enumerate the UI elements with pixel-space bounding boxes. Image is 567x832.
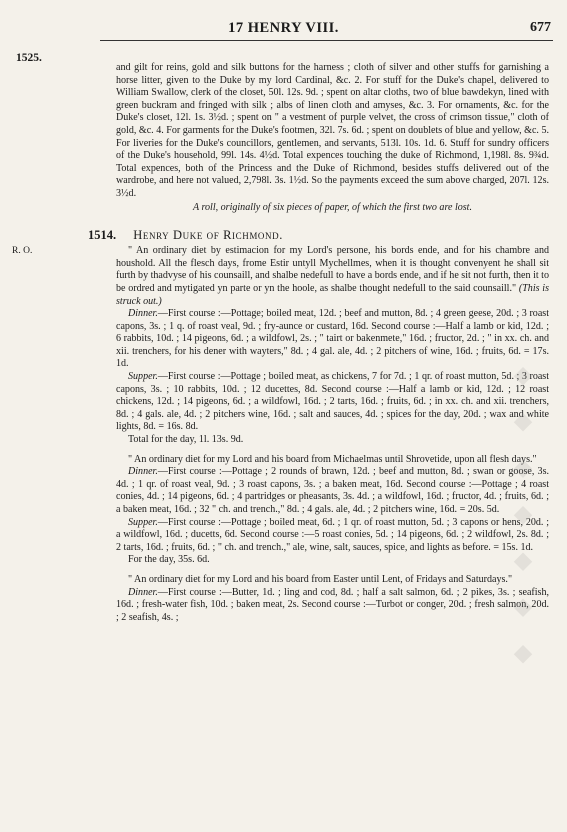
supper-1-text: —First course :—Pottage ; boiled meat, as chickens, 7 for 7d. ; 1 qr. of roast mutton, 5d. ; 3 roast capons, 3s. ; 10 rabbits, 10d. ; 12 ducettes, 8d. Second course :—Half a lamb or kid, 12d. ; 12 roast chickens, 12d. ; 14 pigeons, 6d. ; a wildfowl, 16d. ; 2 tarts, 16d. ; fruits, 6d. ; in xx. ch. and xii. trenchers, 8d. ; 4 gals. ale, 4d. ; 2 pitchers wine, 16d. ; salt and sauces, 4d. ; spices for the day, 20d. ; wax and white lights, 8d. = 16s. 8d. [116, 371, 549, 433]
section-title: Henry Duke of Richmond. [133, 228, 283, 243]
gap [116, 447, 549, 454]
margin-year: 1525. [16, 52, 42, 64]
dinner-2-label: Dinner. [128, 466, 158, 478]
entry-intro-text: " An ordinary diet by estimacion for my Lord's persone, his bords ende, and for his chambre and houshold. All the flesch days, frome Estir untyll Mychellmes, when it is thought convenyent he shall sit furth by thadvyse of his counsaill, and shalbe nedefull to have a bords ende, and if he sit not furth, then it to be ordred and mytigated yn parte or yn the hoole, as shalbe thought nedefull to the said counsaill." [116, 245, 549, 294]
dinner-1-text: —First course :—Pottage; boiled meat, 12d. ; beef and mutton, 8d. ; 4 green geese, 20d. ; 3 roast capons, 3s. ; 1 q. of roast veal, 9d. ; fry-aunce or custard, 16d. Second course :—Half a lamb or kid, 12d. ; 6 rabbits, 10d. ; 14 pigeons, 6d. ; a wildfowl, 2s. ; " tairt or bakenmete," 16d. ; fructor, 2d. ; " in xx. ch. and xii. trenchers, for his dener with wayters," 8d. ; 4 gal. ale, 4d. ; 2 pitchers of wine, 16d. ; fruits, 6d. = 17s. 1d. [116, 308, 549, 370]
entry-intro [116, 245, 549, 308]
header-rule [100, 40, 553, 41]
dinner-1 [116, 308, 549, 371]
supper-1 [116, 371, 549, 434]
intro-3: " An ordinary diet for my Lord and his board from Easter until Lent, of Fridays and Saturdays." [128, 573, 513, 585]
top-paragraph: and gilt for reins, gold and silk buttons for the harness ; cloth of silver and other stuffs for garnishing a horse litter, given to the Duke by my lord Cardinal, &c. 2. For stuff for the Duke's chapel, delivered to William Swallow, clerk of the closet, 50l. 12s. 9d. ; spent on altar cloths, two of blue bawdekyn, lined with green buckram and fringed with silk ; albs of linen cloth and amyses, &c. 3. For ornaments, &c. for the Duke's closet, 12l. 1s. 3½d. ; spent on " a vestment of purple velvet, the cross of crimson tissue," cloth of gold, &c. 4. For garments for the Duke's footmen, 32l. 7s. 6d. ; spent on doublets of blue and yellow, &c. 5. For liveries for the Duke's councillors, gentlemen, and servants, 513l. 10s. 1d. 6. Stuff for sundry officers of the Duke's household, 99l. 14s. 4½d. Total expences touching the duke of Richmond, 1,198l. 8s. 9¾d. Total expences, both of the Princess and the Duke of Richmond, besides stuffs delivered out of the wardrobe, and here not valued, 2,798l. 3s. 1½d. So the payments exceed the sum above charged, 207l. 12s. 3½d. [116, 62, 549, 199]
entry-intro-block [12, 245, 549, 308]
running-title: 17 HENRY VIII. [228, 20, 339, 36]
intro-2: " An ordinary diet for my Lord and his board from Michaelmas until Shrovetide, upon all flesh days." [128, 453, 537, 465]
dinner-3-text: —First course :—Butter, 1d. ; ling and cod, 8d. ; half a salt salmon, 6d. ; 2 pikes, 3s. ; seafish, 16d. ; fresh-water fish, 10d. ; baken meat, 2s. Second course :—Turbot or conger, 20d. ; fresh salmon, 20d. ; 2 seafish, 4s. ; [116, 586, 549, 623]
gap [116, 567, 549, 574]
section-number: 1514. [88, 228, 117, 243]
supper-2-label: Supper. [128, 516, 158, 528]
page-number: 677 [530, 20, 551, 35]
supper-2-text: —First course :—Pottage ; boiled meat, 6d. ; 1 qr. of roast mutton, 5d. ; 3 capons or hens, 20d. ; a wildfowl, 16d. ; ducetts, 6d. Second course :—5 roast conies, 5d. ; 14 pigeons, 6d. ; 2 wildfowl, 2s. 8d. ; 2 tarts, 16d. ; fruits, 6d. ; " ch. and trench.," ale, wine, salt, sauces, spice, and lights as before. = 15s. 1d. [116, 516, 549, 553]
dinner-1-label: Dinner. [128, 308, 158, 320]
body-text [12, 62, 549, 624]
section-heading [88, 228, 549, 243]
dinner-2-text: —First course :—Pottage ; 2 rounds of brawn, 12d. ; beef and mutton, 8d. ; swan or goose, 3s. 4d. ; 1 qr. of roast veal, 9d. ; 3 roast capons, 3s. ; a baken meat, 16d. Second course :—Pottage ; 4 roast conies, 4d. ; 14 pigeons, 6d. ; 4 partridges or pheasants, 3s. 4d. ; a wildfowl, 16d. ; fructor, 4d. ; fruits, 6d. ; a baken meat, 16d. ; 32 " ch. and trench.," 8d. ; 4 gals. ale, 4d. ; 2 pitchers wine, 16d. = 20s. 5d. [116, 466, 549, 515]
roll-caption: A roll, originally of six pieces of paper, of which the first two are lost. [193, 201, 472, 213]
supper-2 [116, 517, 549, 555]
total-2: For the day, 35s. 6d. [128, 554, 210, 566]
supper-1-label: Supper. [128, 371, 158, 383]
total-1: Total for the day, 1l. 13s. 9d. [128, 434, 244, 446]
dinner-2 [116, 466, 549, 516]
margin-source: R. O. [12, 246, 33, 257]
dinner-3 [116, 587, 549, 625]
dinner-3-label: Dinner. [128, 586, 158, 598]
watermark-stamp: ◆ ◆ ◆ ◆ ◆ ◆ ◆ [509, 358, 537, 670]
entry-intro-note: (This is struck out.) [116, 282, 549, 307]
page-header [0, 20, 567, 42]
